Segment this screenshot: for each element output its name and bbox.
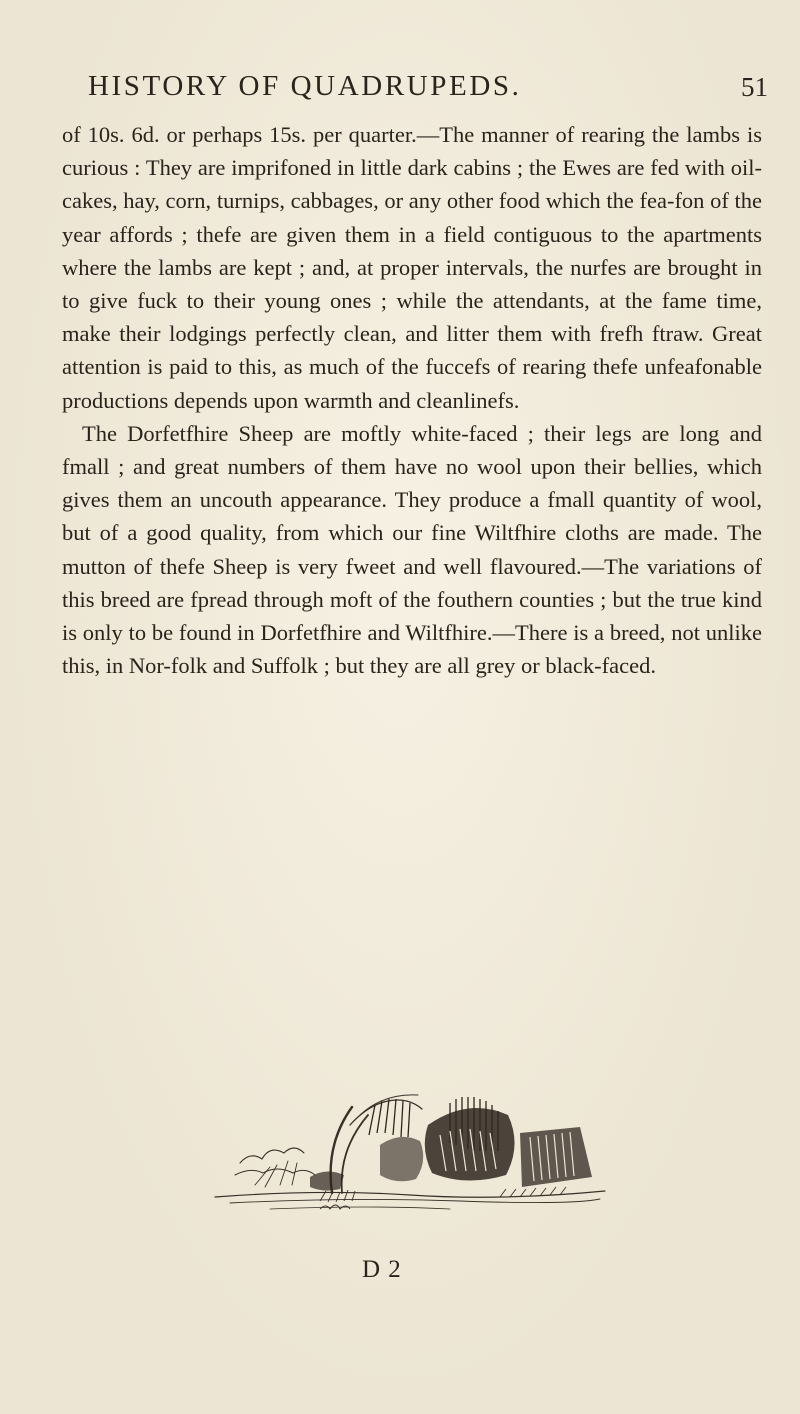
running-head (88, 70, 768, 110)
woodcut-tailpiece (200, 1085, 615, 1215)
signature-mark: D 2 (362, 1256, 402, 1283)
running-title: HISTORY OF QUADRUPEDS. (88, 70, 522, 102)
body-text (62, 118, 762, 682)
paragraph-dorsetshire-sheep: The Dorfetfhire Sheep are moftly white-faced ; their legs are long and fmall ; and great numbers of them have no wool upon their bellies, which gives them an uncouth appearance. They produce a fmall quantity of wool, but of a good quality, from which our fine Wiltfhire cloths are made. The mutton of thefe Sheep is very fweet and well flavoured.—The variations of this breed are fpread through moft of the fouthern counties ; but the true kind is only to be found in Dorfetfhire and Wiltfhire.—There is a breed, not unlike this, in Nor-folk and Suffolk ; but they are all grey or black-faced. (62, 420, 762, 679)
paragraph-lambs-rearing: of 10s. 6d. or perhaps 15s. per quarter.—The manner of rearing the lambs is curious : They are imprifoned in little dark cabins ; the Ewes are fed with oil-cakes, hay, corn, turnips, cabbages, or any other food which the fea-fon of the year affords ; thefe are given them in a field contiguous to the apartments where the lambs are kept ; and, at proper intervals, the nurfes are brought in to give fuck to their young ones ; while the attendants, at the fame time, make their lodgings perfectly clean, and litter them with frefh ftraw. Great attention is paid to this, as much of the fuccefs of rearing thefe unfeafonable productions depends upon warmth and cleanlinefs. (62, 122, 762, 413)
page-number: 51 (741, 72, 768, 102)
